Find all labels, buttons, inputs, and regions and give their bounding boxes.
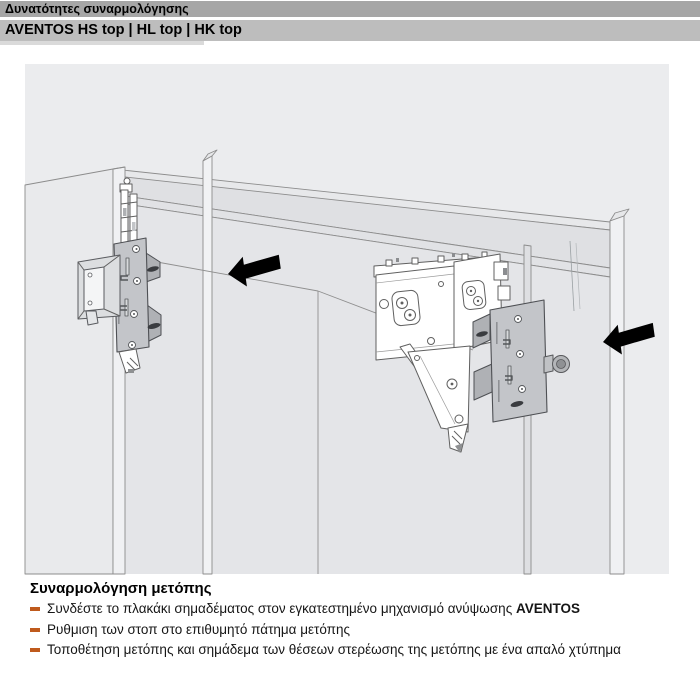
instruction-text: Συνδέστε το πλακάκι σημαδέματος στον εγκατεστημένο μηχανισμό ανύψωσης <box>47 601 516 616</box>
instruction-text: Ρυθμιση των στοπ στο επιθυμητό πάτημα μετόπης <box>47 621 351 637</box>
page-title: Δυνατότητες συναρμολόγησης <box>5 2 189 16</box>
instruction-bold-text: AVENTOS <box>515 601 580 616</box>
bullet-icon <box>30 648 40 652</box>
right-mechanism-body <box>376 266 454 360</box>
left-front-bracket <box>78 255 120 325</box>
list-item <box>30 642 680 658</box>
bullet-icon <box>30 628 40 632</box>
list-item <box>30 622 680 638</box>
product-subtitle: AVENTOS HS top | HL top | HK top <box>5 22 242 38</box>
instruction-list <box>30 601 680 663</box>
adjustment-knob <box>544 355 570 373</box>
instruction-text: Τοποθέτηση μετόπης και σημάδεμα των θέσεων στερέωσης της μετόπης με ένα απαλό χτύπημα <box>47 642 621 657</box>
left-side-panel <box>25 167 125 574</box>
section-heading: Συναρμολόγηση μετόπης <box>30 580 212 597</box>
list-item <box>30 601 680 617</box>
bullet-icon <box>30 607 40 611</box>
